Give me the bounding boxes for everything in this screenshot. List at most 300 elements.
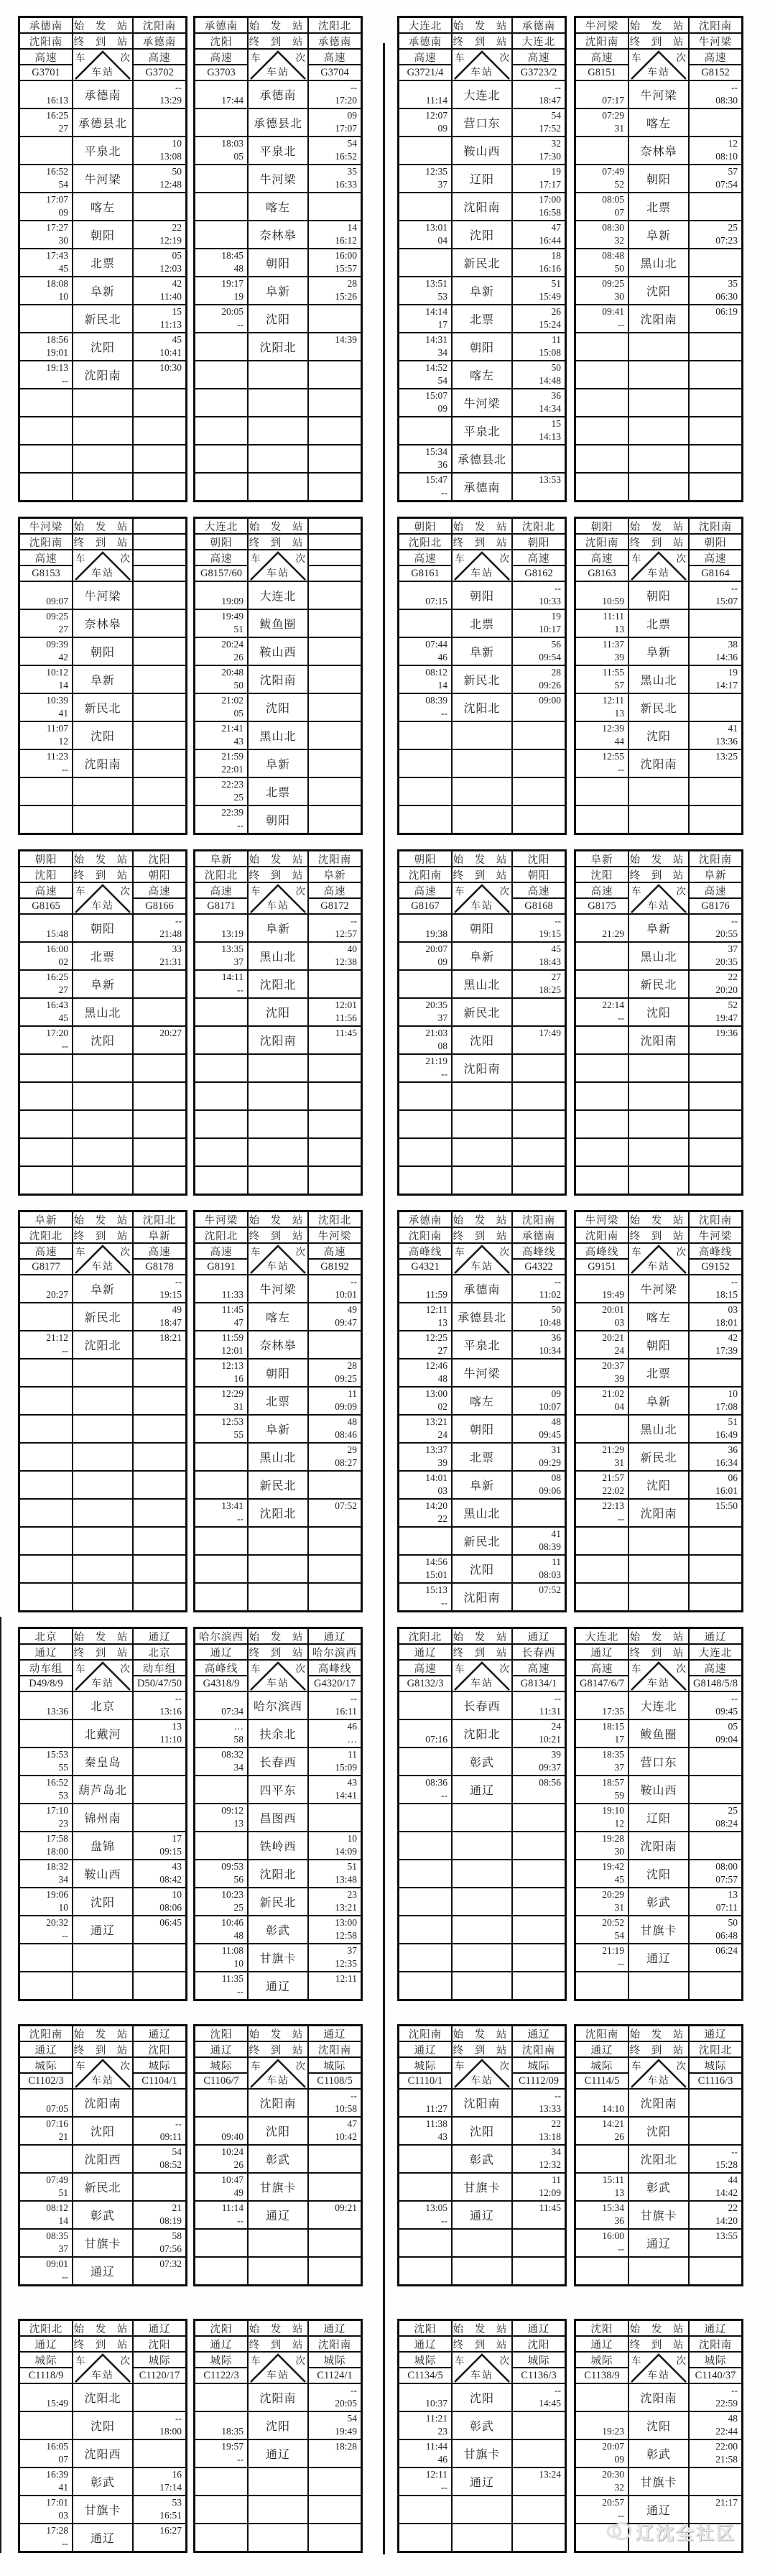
left-train-times — [20, 2258, 72, 2284]
left-train-times — [20, 2384, 72, 2411]
right-train-times — [690, 1916, 741, 1943]
station-name: 甘旗卡 — [629, 2202, 688, 2228]
right-train-times-line2: 16:33 — [335, 179, 357, 190]
empty-cell — [453, 2258, 511, 2284]
left-train-times-line2: 48 — [437, 1373, 447, 1384]
left-train-times — [399, 610, 451, 637]
empty-cell — [249, 2496, 307, 2523]
left-train-times-line2: 07:05 — [46, 2103, 68, 2114]
left-train-times-line2: 45 — [58, 1012, 68, 1023]
station-name: 沈阳 — [249, 305, 307, 332]
right-train-times — [690, 1388, 741, 1414]
right-train-times-line1: 19 — [551, 611, 561, 622]
station-name: 黑山北 — [629, 666, 688, 693]
right-train-times — [134, 2440, 185, 2467]
right-train-times-line2: 09:11 — [159, 2131, 182, 2142]
left-train-times — [20, 722, 72, 749]
right-train-times-line1: 57 — [728, 166, 738, 177]
right-train-times-line2: 15:26 — [335, 291, 357, 302]
station-name: 北票 — [629, 193, 688, 220]
station-name: 北票 — [453, 610, 511, 637]
left-train-number: G8157/60 — [195, 566, 247, 581]
station-name: 沈阳南 — [453, 1584, 511, 1610]
left-train-number: C1138/9 — [576, 2368, 628, 2383]
train-number-station-diagonal-cell — [453, 550, 511, 581]
left-train-origin: 承德南 — [195, 18, 247, 32]
station-name: 长春西 — [453, 1692, 511, 1719]
right-train-origin: 沈阳 — [513, 851, 565, 866]
left-train-times — [195, 1804, 247, 1831]
left-train-origin: 沈阳 — [576, 2321, 628, 2335]
right-train-number: G3702 — [134, 65, 185, 80]
station-name: 大连北 — [249, 582, 307, 609]
right-train-times-line1: 27 — [551, 971, 561, 982]
right-train-times-line2: 15:09 — [335, 1762, 357, 1773]
station-name: 沈阳南 — [629, 750, 688, 777]
station-column-label: 车站 — [91, 1262, 114, 1273]
left-train-origin: 阜新 — [195, 851, 247, 866]
right-train-times-line2: 08:27 — [335, 1457, 357, 1468]
right-train-times-line2: 11:02 — [539, 1289, 561, 1300]
station-name: 朝阳 — [249, 1359, 307, 1386]
right-train-origin — [309, 519, 361, 533]
station-column-label: 车站 — [647, 1262, 670, 1273]
left-train-times-line2: 30 — [58, 235, 68, 246]
station-column-label: 车站 — [91, 68, 114, 78]
left-train-times — [20, 1888, 72, 1915]
right-train-times — [690, 81, 741, 108]
train-number-label-right: 次 — [499, 1663, 509, 1674]
left-train-times-line1: 09:12 — [221, 1805, 243, 1816]
empty-cell — [399, 1111, 451, 1137]
right-train-times-line2: 08:06 — [159, 1902, 182, 1913]
left-train-origin: 牛河梁 — [20, 519, 72, 533]
left-train-times-line2: 27 — [58, 984, 68, 995]
train-number-station-diagonal-cell — [73, 1244, 132, 1274]
station-name: 通辽 — [453, 1776, 511, 1803]
right-train-terminal: 阜新 — [134, 1228, 185, 1242]
origin-row-label: 始 发 站 — [249, 1629, 307, 1643]
right-train-origin: 沈阳北 — [513, 519, 565, 533]
left-train-times-line1: 16:05 — [46, 2441, 68, 2452]
right-train-terminal: 阜新 — [309, 867, 361, 882]
left-train-times-line1: 17:10 — [46, 1805, 68, 1816]
empty-cell — [73, 1416, 132, 1442]
left-train-times — [576, 193, 628, 220]
left-train-times — [195, 2118, 247, 2144]
left-train-terminal: 沈阳南 — [20, 34, 72, 48]
empty-cell — [399, 1804, 451, 1831]
right-train-times-line1: 25 — [728, 222, 738, 233]
left-train-times-line2: 26 — [233, 2159, 243, 2170]
left-train-times-line2: -- — [618, 319, 624, 330]
right-train-times-line1: 22 — [728, 2202, 738, 2213]
left-train-times-line1: 21:19 — [425, 1056, 447, 1066]
train-number-label-left: 车 — [251, 2061, 261, 2072]
left-train-times-line2: 07:16 — [425, 1734, 447, 1745]
station-name: 朝阳 — [73, 915, 132, 941]
station-column-label: 车站 — [647, 1679, 670, 1689]
station-column-label: 车站 — [91, 2076, 114, 2087]
station-name: 北票 — [453, 1444, 511, 1470]
right-train-times-line2: 09:29 — [539, 1457, 561, 1468]
left-train-type: 城际 — [399, 2058, 451, 2072]
timetable-card — [18, 1210, 187, 1612]
left-train-times-line1: 20:01 — [602, 1304, 624, 1315]
empty-cell — [134, 1388, 185, 1414]
left-train-times-line2: 19:01 — [46, 347, 68, 358]
left-train-times-line1: 17:01 — [46, 2497, 68, 2508]
left-train-times-line2: 44 — [614, 736, 624, 747]
right-train-number: G8176 — [690, 899, 741, 913]
empty-cell — [134, 389, 185, 416]
left-train-times-line2: -- — [62, 375, 68, 386]
right-train-times — [134, 2468, 185, 2495]
left-train-times-line2: 54 — [437, 375, 447, 386]
train-number-label-right: 次 — [120, 886, 130, 897]
left-train-times-line2: 10 — [233, 1958, 243, 1969]
empty-cell — [20, 1944, 72, 1971]
right-train-times-line1: 47 — [347, 2118, 357, 2129]
right-train-times-line1: 11:45 — [335, 1028, 357, 1038]
left-train-times-line2: 07 — [58, 2454, 68, 2465]
left-train-times-line1: 19:10 — [602, 1805, 624, 1816]
left-train-times — [576, 1472, 628, 1498]
empty-cell — [690, 474, 741, 500]
left-train-times — [195, 1359, 247, 1386]
empty-cell — [195, 1584, 247, 1610]
right-train-origin — [134, 519, 185, 533]
right-train-times-line1: 32 — [551, 138, 561, 149]
right-train-times — [309, 2146, 361, 2172]
empty-cell — [195, 417, 247, 444]
empty-cell — [453, 1167, 511, 1194]
empty-cell — [399, 1888, 451, 1915]
empty-cell — [195, 361, 247, 388]
left-train-times — [399, 2090, 451, 2116]
left-train-origin: 大连北 — [399, 18, 451, 32]
train-number-label-right: 次 — [676, 886, 686, 897]
empty-cell — [399, 1972, 451, 1999]
empty-cell — [453, 2496, 511, 2523]
right-train-times — [513, 2118, 565, 2144]
left-train-times-line1: 21:19 — [602, 1945, 624, 1956]
right-train-times-line2: 08:46 — [335, 1429, 357, 1440]
right-train-times-line1: 09 — [551, 1388, 561, 1399]
left-train-times — [195, 1972, 247, 1999]
train-number-label-left: 车 — [251, 553, 261, 564]
station-name: 沈阳 — [73, 2118, 132, 2144]
station-name: 彰武 — [453, 2146, 511, 2172]
right-train-terminal: 承德南 — [309, 34, 361, 48]
left-train-times — [195, 666, 247, 693]
left-train-times-line1: 13:21 — [425, 1416, 447, 1427]
left-train-terminal: 沈阳北 — [20, 1228, 72, 1242]
station-name: 阜新 — [73, 666, 132, 693]
station-name: 沈阳南 — [249, 2090, 307, 2116]
left-train-times-line2: 09 — [437, 956, 447, 967]
empty-cell — [134, 1500, 185, 1526]
right-train-origin: 沈阳南 — [690, 18, 741, 32]
left-train-times-line2: 48 — [233, 1930, 243, 1941]
empty-cell — [513, 2258, 565, 2284]
station-name: 葫芦岛北 — [73, 1776, 132, 1803]
left-train-times — [20, 109, 72, 136]
right-train-times — [690, 1331, 741, 1358]
right-train-times — [309, 221, 361, 248]
empty-cell — [690, 361, 741, 388]
right-train-times-line1: 21 — [172, 2202, 182, 2213]
right-train-times-line1: 05 — [728, 1721, 738, 1732]
right-train-times-line2: 13:33 — [539, 2103, 561, 2114]
empty-cell — [453, 2230, 511, 2256]
right-train-times-line2: 12:19 — [159, 235, 182, 246]
right-train-times — [513, 1444, 565, 1470]
station-name: 平泉北 — [453, 1331, 511, 1358]
left-train-type: 高速 — [399, 883, 451, 897]
left-train-times-line1: 22:39 — [221, 807, 243, 818]
left-train-times — [20, 1275, 72, 1302]
left-train-times-line2: 32 — [614, 2482, 624, 2493]
left-train-number: G8177 — [20, 1260, 72, 1274]
left-train-times-line1: 11:21 — [425, 2413, 447, 2424]
empty-cell — [513, 1916, 565, 1943]
left-train-times-line1: 19:49 — [221, 611, 243, 622]
right-train-times — [134, 722, 185, 749]
empty-cell — [629, 1139, 688, 1165]
station-name: 平泉北 — [249, 137, 307, 164]
right-train-times-line1: 17:49 — [539, 1028, 561, 1038]
left-train-times-line1: 21:03 — [425, 1028, 447, 1038]
empty-cell — [73, 1972, 132, 1999]
left-train-times-line1: 11:38 — [425, 2118, 447, 2129]
right-train-type: 城际 — [513, 2058, 565, 2072]
empty-cell — [309, 446, 361, 472]
left-train-terminal: 通辽 — [576, 1645, 628, 1659]
right-train-times — [134, 2496, 185, 2523]
right-train-times-line1: 54 — [347, 138, 357, 149]
right-train-terminal: 牛河梁 — [309, 1228, 361, 1242]
left-train-terminal: 沈阳南 — [576, 535, 628, 549]
left-train-times — [576, 750, 628, 777]
station-name: 沈阳南 — [629, 1832, 688, 1859]
origin-row-label: 始 发 站 — [453, 519, 511, 533]
left-train-times — [195, 165, 247, 192]
station-name: 平泉北 — [73, 137, 132, 164]
empty-cell — [453, 1860, 511, 1887]
train-number-label-right: 次 — [120, 2355, 130, 2366]
empty-cell — [134, 1972, 185, 1999]
left-train-times-line2: 37 — [58, 2243, 68, 2254]
station-name: 通辽 — [629, 2496, 688, 2523]
station-name: 甘旗卡 — [453, 2174, 511, 2200]
right-train-times — [690, 1444, 741, 1470]
right-train-times-line1: -- — [175, 1276, 182, 1287]
left-train-times-line2: -- — [62, 1930, 68, 1941]
right-train-terminal: 沈阳 — [513, 2337, 565, 2351]
empty-cell — [629, 1584, 688, 1610]
empty-cell — [195, 2230, 247, 2256]
empty-cell — [513, 2230, 565, 2256]
right-train-times-line2: 22:44 — [715, 2426, 738, 2437]
station-name: 鞍山西 — [629, 1776, 688, 1803]
right-train-type: 高速 — [309, 50, 361, 64]
left-train-times-line2: 41 — [58, 708, 68, 719]
right-train-times-line1: -- — [175, 82, 182, 93]
left-train-times-line1: 16:43 — [46, 1000, 68, 1010]
left-train-times-line2: 13 — [233, 1818, 243, 1829]
left-train-origin: 北京 — [20, 1629, 72, 1643]
left-train-times-line2: 43 — [437, 2131, 447, 2142]
left-train-times-line1: 15:47 — [425, 474, 447, 485]
terminal-row-label: 终 到 站 — [453, 1228, 511, 1242]
train-number-station-diagonal-cell — [249, 550, 307, 581]
left-train-times — [399, 999, 451, 1025]
right-train-times-line2: 10:21 — [539, 1734, 561, 1745]
left-train-origin: 沈阳 — [195, 2321, 247, 2335]
right-train-terminal: 朝阳 — [134, 867, 185, 882]
left-train-times-line2: 45 — [614, 1874, 624, 1885]
left-train-times-line1: 08:05 — [602, 194, 624, 205]
empty-cell — [576, 1584, 628, 1610]
station-column-label: 车站 — [647, 568, 670, 579]
left-train-times — [399, 1556, 451, 1582]
right-train-times-line1: 31 — [551, 1444, 561, 1455]
empty-cell — [399, 2258, 451, 2284]
right-train-times — [513, 943, 565, 969]
left-train-terminal: 通辽 — [195, 1645, 247, 1659]
left-train-times-line2: 16:13 — [46, 95, 68, 106]
origin-row-label: 始 发 站 — [629, 519, 688, 533]
right-train-times — [134, 165, 185, 192]
left-train-times-line1: 21:02 — [221, 695, 243, 706]
right-train-times-line2: 06:48 — [715, 1930, 738, 1941]
left-train-terminal: 通辽 — [399, 2337, 451, 2351]
left-train-times-line2: 05 — [233, 151, 243, 162]
station-name: 奈林皋 — [249, 221, 307, 248]
right-train-times — [513, 1776, 565, 1803]
right-train-times-line1: 16:00 — [335, 250, 357, 261]
train-number-station-diagonal-cell — [249, 2353, 307, 2383]
left-train-times — [399, 1388, 451, 1414]
left-train-times-line1: 18:45 — [221, 250, 243, 261]
left-train-times — [399, 2384, 451, 2411]
right-train-times — [513, 694, 565, 721]
left-train-times-line2: 19:38 — [425, 928, 447, 939]
right-train-times — [134, 2230, 185, 2256]
left-train-times-line1: 12:25 — [425, 1332, 447, 1343]
right-train-number: C1124/1 — [309, 2368, 361, 2383]
left-train-times-line2: 23 — [58, 1818, 68, 1829]
empty-cell — [249, 1111, 307, 1137]
left-train-times — [576, 165, 628, 192]
empty-cell — [195, 1167, 247, 1194]
right-train-times — [134, 305, 185, 332]
right-train-times-line1: 15 — [551, 418, 561, 429]
left-train-times-line1: 12:11 — [602, 695, 624, 706]
left-train-times-line2: 09:07 — [46, 596, 68, 606]
right-train-times — [309, 1804, 361, 1831]
left-train-times-line1: 17:27 — [46, 222, 68, 233]
empty-cell — [576, 1055, 628, 1081]
right-train-times-line1: 50 — [728, 1917, 738, 1928]
right-train-number — [309, 566, 361, 581]
right-train-times — [690, 943, 741, 969]
left-train-times-line2: 22:01 — [221, 764, 243, 775]
left-train-times — [195, 750, 247, 777]
left-train-times-line2: 55 — [58, 1762, 68, 1773]
right-train-times-line2: 08:19 — [159, 2215, 182, 2226]
right-train-terminal: 长春西 — [513, 1645, 565, 1659]
left-train-type: 高峰线 — [576, 1244, 628, 1258]
left-train-times-line2: 21:29 — [602, 928, 624, 939]
right-train-times-line2: 21:48 — [159, 928, 182, 939]
right-train-times-line2: 20:35 — [715, 956, 738, 967]
left-train-times-line2: 58 — [233, 1734, 243, 1745]
right-train-times — [309, 81, 361, 108]
left-train-times — [20, 277, 72, 304]
empty-cell — [513, 1804, 565, 1831]
right-train-times — [134, 610, 185, 637]
left-train-times-line2: 50 — [233, 680, 243, 691]
left-train-terminal: 沈阳南 — [576, 1228, 628, 1242]
left-train-times — [576, 1359, 628, 1386]
empty-cell — [249, 446, 307, 472]
station-name: 彰武 — [629, 2174, 688, 2200]
right-train-times — [309, 999, 361, 1025]
right-train-times — [513, 221, 565, 248]
left-train-times-line2: 11:14 — [425, 95, 447, 106]
left-train-origin: 朝阳 — [399, 519, 451, 533]
right-train-times — [513, 1472, 565, 1498]
right-train-times-line2: 20:20 — [715, 984, 738, 995]
terminal-row-label: 终 到 站 — [73, 34, 132, 48]
left-train-times-line2: 23 — [437, 2426, 447, 2437]
timetable-band — [18, 849, 770, 1196]
right-train-times — [309, 2384, 361, 2411]
origin-row-label: 始 发 站 — [453, 18, 511, 32]
right-train-number: D50/47/50 — [134, 1676, 185, 1691]
train-number-label-left: 车 — [455, 2355, 465, 2366]
scan-gutter-line — [383, 43, 385, 2554]
left-train-times — [195, 722, 247, 749]
right-train-times-line2: 13:18 — [539, 2131, 561, 2142]
right-train-times-line2: 16:52 — [335, 151, 357, 162]
station-name: 阜新 — [249, 750, 307, 777]
right-train-times — [690, 750, 741, 777]
empty-cell — [309, 1139, 361, 1165]
left-train-terminal: 通辽 — [20, 2337, 72, 2351]
right-train-times-line1: 07:32 — [159, 2258, 182, 2269]
left-train-times-line2: -- — [441, 1068, 447, 1079]
right-train-times — [690, 137, 741, 164]
left-train-number: C1134/5 — [399, 2368, 451, 2383]
station-name: 沈阳北 — [453, 1720, 511, 1747]
left-train-times-line1: 07:49 — [602, 166, 624, 177]
empty-cell — [629, 1556, 688, 1582]
station-column-label: 车站 — [266, 2076, 289, 2087]
right-train-times — [134, 2146, 185, 2172]
left-train-origin: 承德南 — [399, 1212, 451, 1227]
station-name: 牛河梁 — [629, 1275, 688, 1302]
right-train-type: 高速 — [513, 883, 565, 897]
left-train-times-line2: 37 — [233, 956, 243, 967]
station-column-label: 车站 — [647, 2370, 670, 2381]
empty-cell — [195, 474, 247, 500]
station-name: 新民北 — [249, 1472, 307, 1498]
right-train-times — [513, 1275, 565, 1302]
left-train-times-line1: 14:52 — [425, 362, 447, 373]
